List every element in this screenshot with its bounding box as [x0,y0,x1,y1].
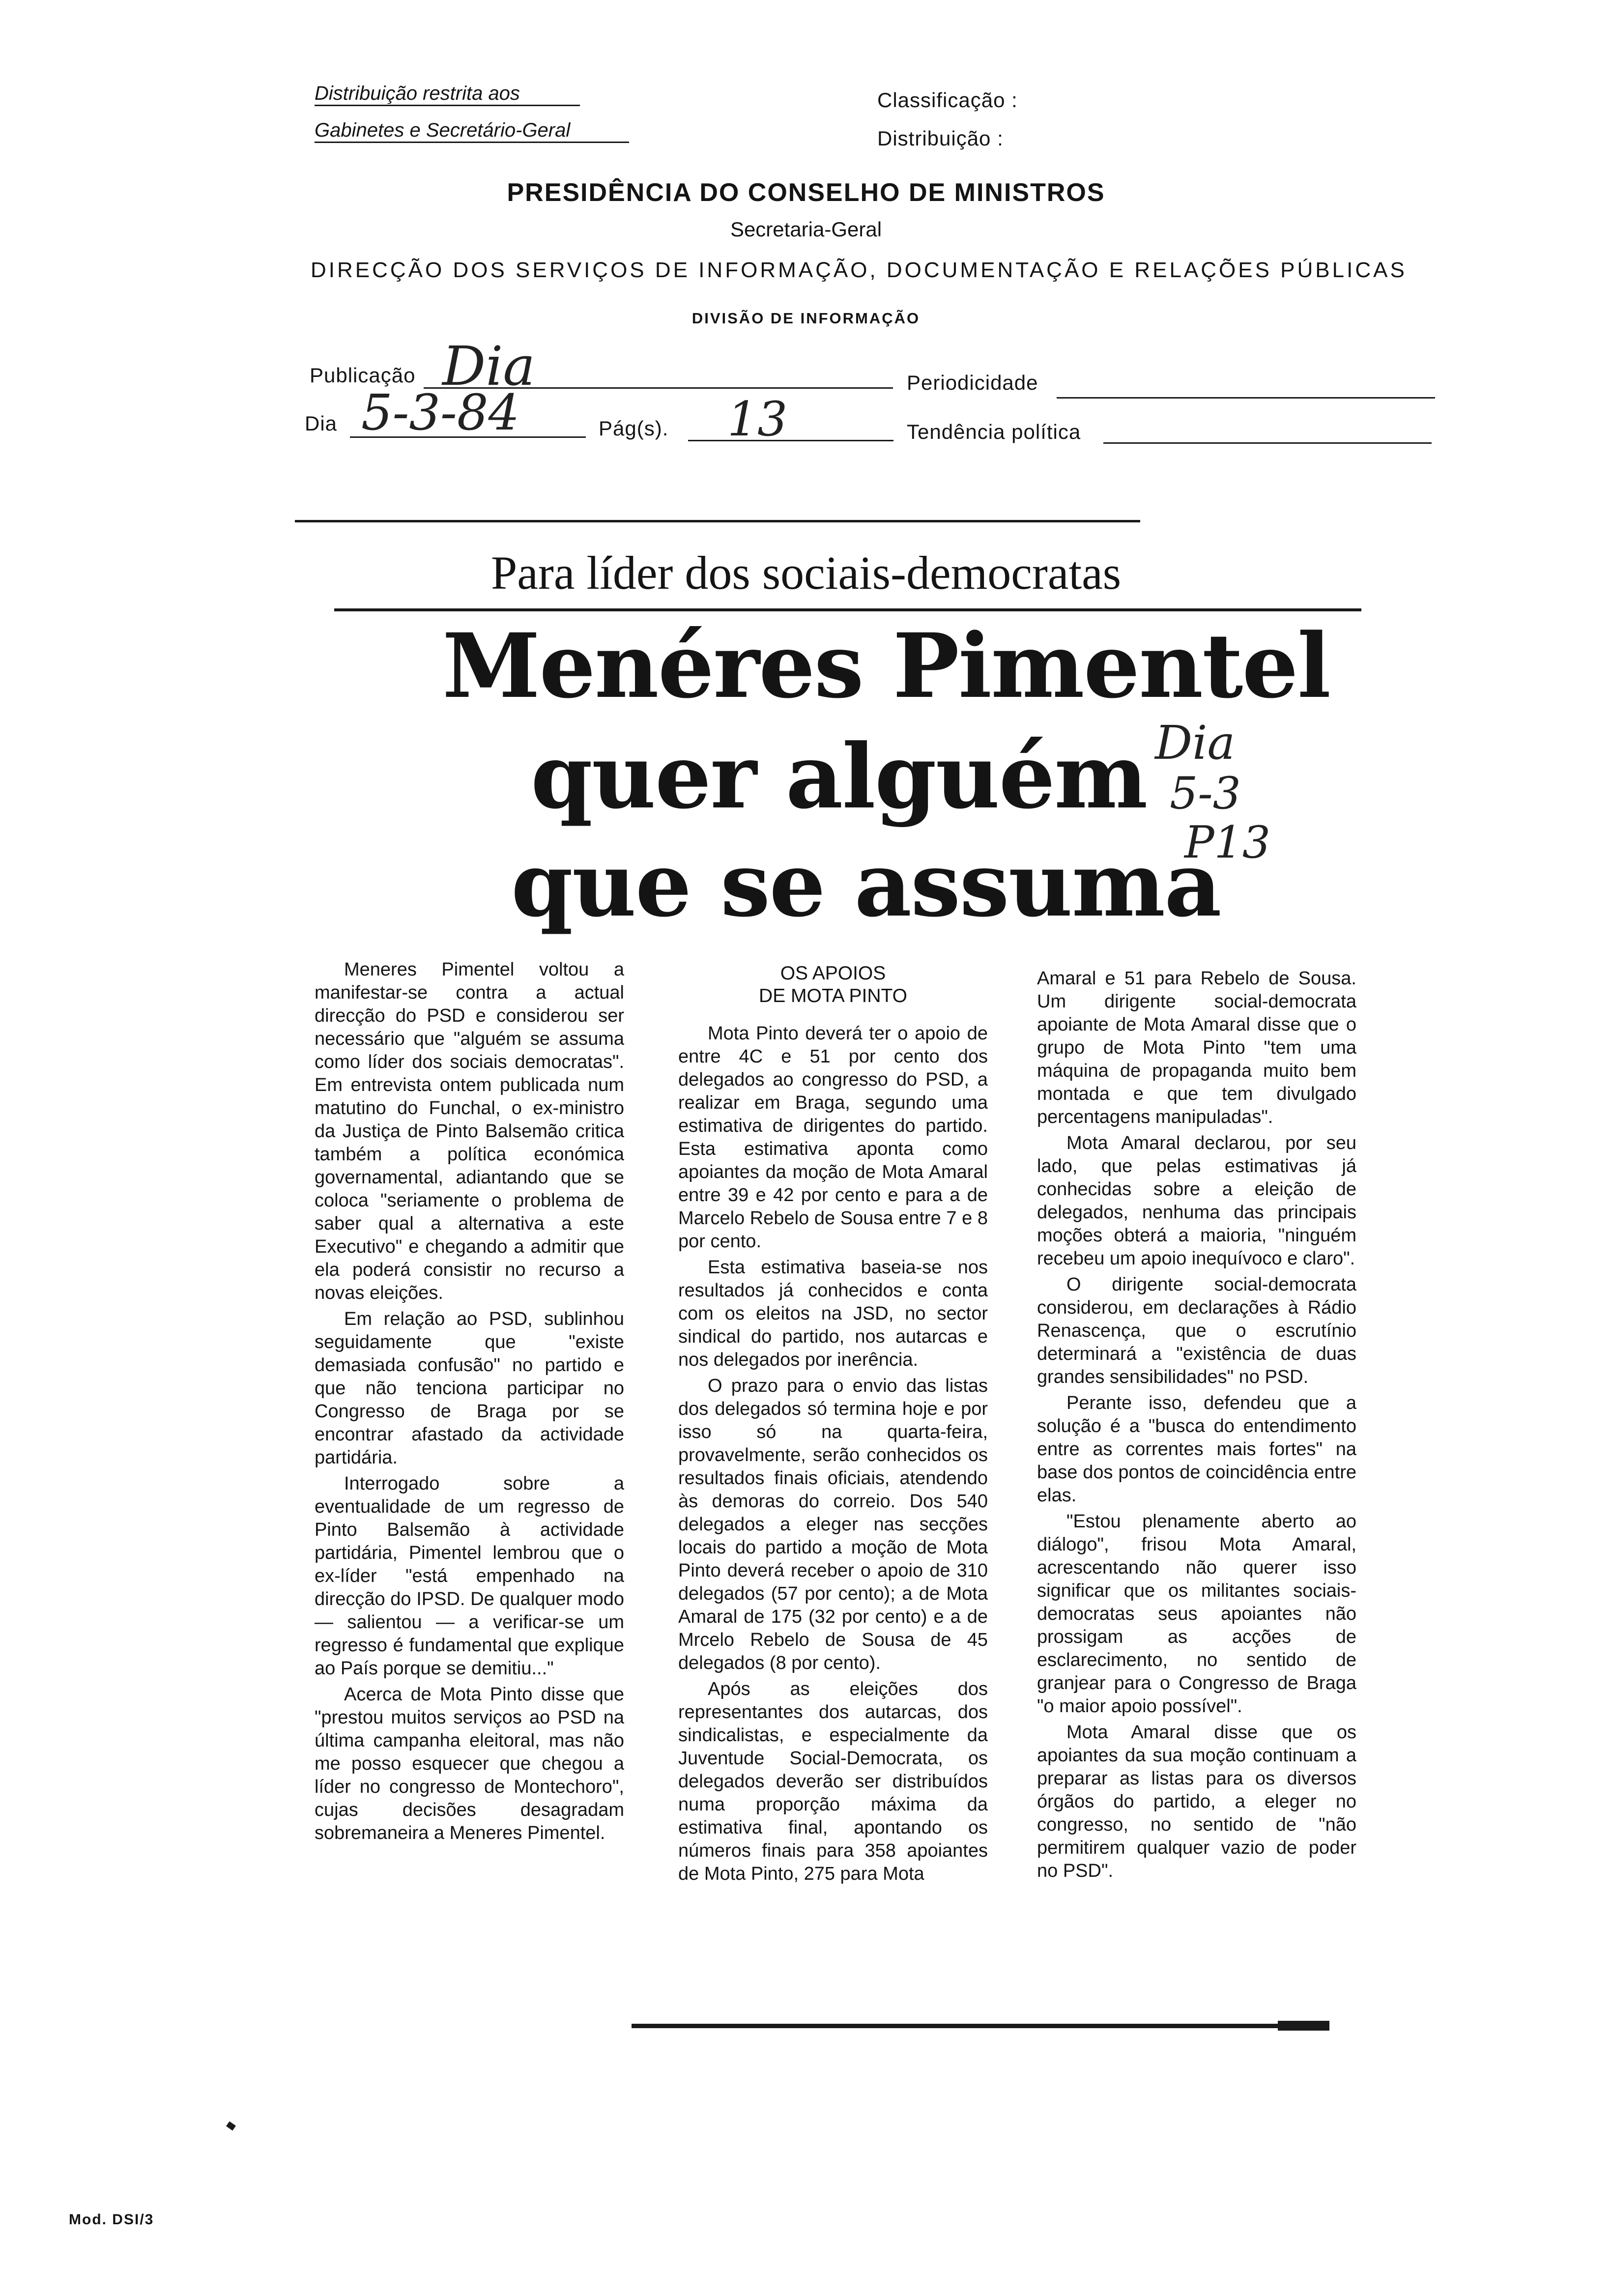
pages-value: 13 [727,392,788,447]
col3-paragraph: Mota Amaral declarou, por seu lado, que pelas estimativas já conhecidas sobre a eleição de delegados, nenhuma das principais moções obterá a maioria, "ninguém recebeu um apoio inequívoco e claro". [1037,1133,1356,1269]
date-value: 5-3-84 [361,384,520,441]
col1-paragraph: Meneres Pimentel voltou a manifestar-se contra a actual direcção do PSD e considerou ser necessário que "alguém se assuma como líder dos sociais democratas". Em entrevista ontem publicada num matutino do Funchal, o ex-ministro da Justiça de Pinto Balsemão critica também a política económica governamental, adiantando que se coloca "seriamente o problema de saber qual a alternativa a este Executivo" e chegando a admitir que ela poderá consistir no recurso a novas eleições. [315,959,624,1303]
col2-paragraph: O prazo para o envio das listas dos delegados só termina hoje e por isso só na quarta-feira, provavelmente, serão conhecidos os resultados finais oficiais, atendendo às demoras do correio. Dos 540 delegados a eleger nas secções locais do partido a moção de Mota Pinto deverá receber o apoio de 310 delegados (57 por cento); a de Mota Amaral de 175 (32 por cento) e a de Mrcelo Rebelo de Sousa de 45 delegados (8 por cento). [678,1376,988,1673]
tendency-label: Tendência política [907,420,1081,443]
col2-heading-line2: DE MOTA PINTO [759,985,907,1006]
classification-label: Classificação : [877,88,1018,112]
headline-line2: quer alguém [531,725,1147,829]
col3-paragraph: O dirigente social-democrata considerou, em declarações à Rádio Renascença, que o escrutínio determinará a "existência de duas grandes sensibilidades" no PSD. [1037,1274,1356,1387]
clipping-bottom-rule-end [1278,2021,1329,2031]
date-label: Dia [305,412,338,435]
col1-paragraph: Acerca de Mota Pinto disse que "prestou muitos serviços ao PSD na última campanha eleitoral, mas não me posso esquecer que chegou a líder no congresso de Montechoro", cujas decisões desagradam sobremaneira a Meneres Pimentel. [315,1684,624,1843]
secretariat-title: Secretaria-Geral [730,218,882,241]
headline-line1: Menéres Pimentel [442,614,1330,718]
pages-label: Pág(s). [599,417,669,440]
stray-mark [226,2121,236,2130]
division-title: DIVISÃO DE INFORMAÇÃO [691,310,921,327]
col3-paragraph: Perante isso, defendeu que a solução é a "busca do entendimento entre as correntes mais fortes" na base dos pontos de coincidência entre elas. [1037,1393,1356,1506]
clipping-top-rule [295,520,1140,522]
col2-heading [678,962,988,1007]
periodicity-line [1057,397,1435,399]
handwritten-note-line2: 5-3 [1170,768,1241,819]
col1-paragraph: Interrogado sobre a eventualidade de um regresso de Pinto Balsemão à actividade partidária, Pimentel lembrou que o ex-líder "está empenhado na direcção do IPSD. De qualquer modo — salientou — a verificar-se um regresso é fundamental que explique ao País porque se demitiu..." [315,1473,624,1679]
clipping-bottom-rule [632,2024,1329,2028]
col3-paragraph: "Estou plenamente aberto ao diálogo", frisou Mota Amaral, acrescentando não querer isso significar que os militantes sociais-democratas seus apoiantes não prossigam as acções de esclarecimento, no sentido de granjear para o Congresso de Braga "o maior apoio possível". [1037,1511,1356,1717]
periodicity-label: Periodicidade [907,371,1038,394]
col2-heading-line1: OS APOIOS [780,963,886,984]
distribution-label: Distribuição : [877,127,1004,150]
form-code: Mod. DSI/3 [69,2211,154,2228]
col2-paragraph: Esta estimativa baseia-se nos resultados já conhecidos e conta com os eleitos na JSD, no sector sindical do partido, nos autarcas e nos delegados por inerência. [678,1257,988,1370]
tendency-line [1103,442,1432,444]
article-column-2 [678,962,988,1886]
handwritten-note-line1: Dia [1155,716,1236,770]
col2-paragraph: Após as eleições dos representantes dos autarcas, dos sindicalistas, e especialmente da Juventude Social-Democrata, os delegados deverão ser distribuídos numa proporção máxima da estimativa final, apontando os números finais para 358 apoiantes de Mota Pinto, 275 para Mota [678,1679,988,1884]
headline-line3: que se assuma [511,833,1221,937]
article-column-1 [315,958,624,1845]
distribution-restricted-line2: Gabinetes e Secretário-Geral [315,119,629,143]
distribution-restricted-line1: Distribuição restrita aos [315,83,580,106]
ministry-title: PRESIDÊNCIA DO CONSELHO DE MINISTROS [507,178,1105,207]
col1-paragraph: Em relação ao PSD, sublinhou seguidamente que "existe demasiada confusão" no partido e que não tenciona participar no Congresso de Braga por se encontrar afastado da actividade partidária. [315,1309,624,1468]
pages-line [688,440,893,441]
publication-value: Dia [442,335,535,398]
article-kicker: Para líder dos sociais-democratas [490,546,1122,599]
handwritten-note-line3: P13 [1184,817,1271,868]
direction-title: DIRECÇÃO DOS SERVIÇOS DE INFORMAÇÃO, DOCUMENTAÇÃO E RELAÇÕES PÚBLICAS [311,258,1407,282]
col2-paragraph: Mota Pinto deverá ter o apoio de entre 4C e 51 por cento dos delegados ao congresso do PSD, a realizar em Braga, segundo uma estimativa de dirigentes do partido. Esta estimativa aponta como apoiantes da moção de Mota Amaral entre 39 e 42 por cento e para a de Marcelo Rebelo de Sousa entre 7 e 8 por cento. [678,1023,988,1252]
publication-label: Publicação [310,364,416,387]
col3-paragraph: Amaral e 51 para Rebelo de Sousa. Um dirigente social-democrata apoiante de Mota Amaral disse que o grupo de Mota Pinto "tem uma máquina de propaganda muito bem montada e que tem divulgado percentagens manipuladas". [1037,968,1356,1127]
article-column-3 [1037,967,1356,1883]
col3-paragraph: Mota Amaral disse que os apoiantes da sua moção continuam a preparar as listas para os diversos órgãos do partido, a eleger no congresso, no sentido de "não permitirem qualquer vazio de poder no PSD". [1037,1722,1356,1881]
kicker-rule [334,608,1361,611]
